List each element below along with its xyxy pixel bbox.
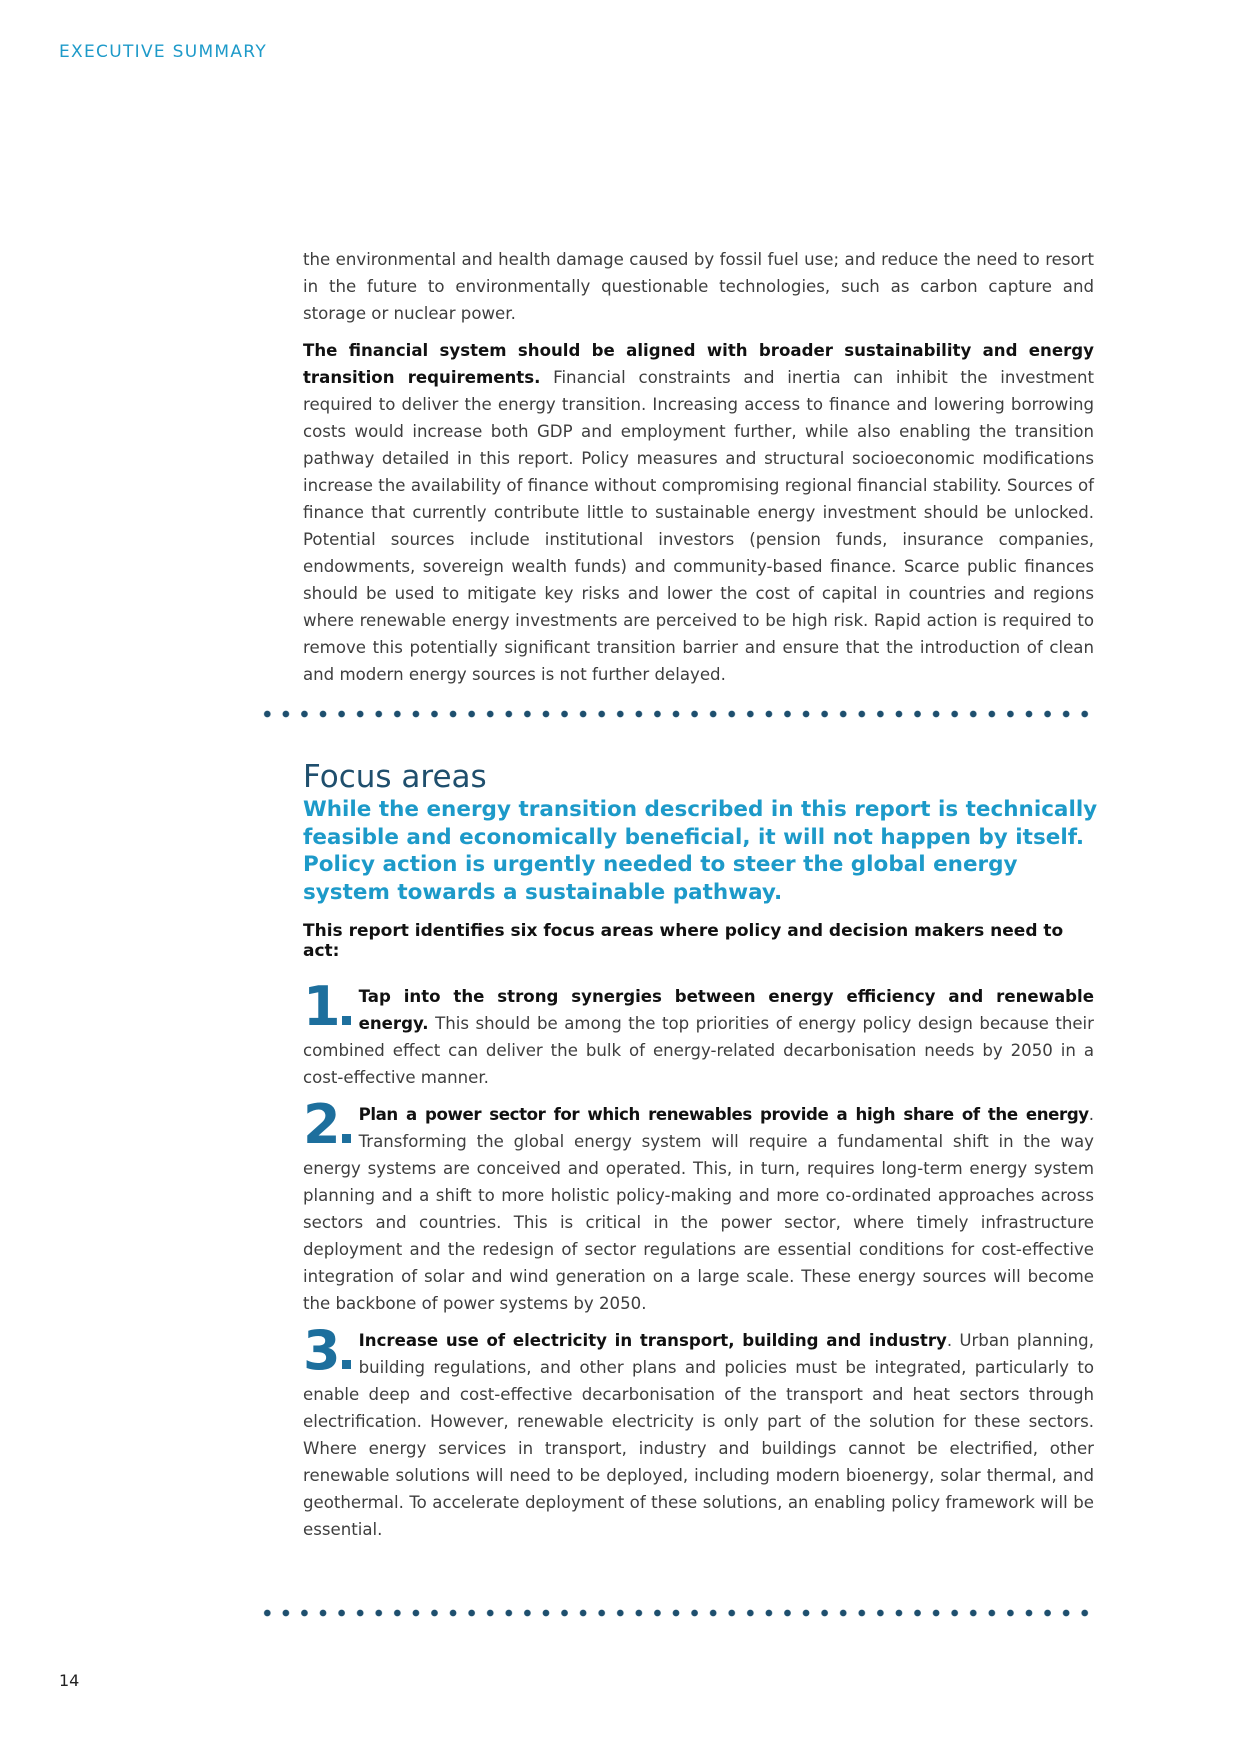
- item-lead: Increase use of electricity in transport, building and industry: [358, 1331, 947, 1350]
- item-number-3: 3: [303, 1329, 351, 1373]
- focus-areas-intro: This report identifies six focus areas where policy and decision makers need to act:: [303, 921, 1064, 961]
- focus-area-item-3: [303, 1319, 1094, 1543]
- page-number: 14: [59, 1671, 80, 1690]
- focus-areas-title: Focus areas: [303, 759, 487, 795]
- focus-area-item-2: [303, 1093, 1094, 1317]
- item-lead: Tap into the strong synergies between energy efficiency and renewable energy.: [358, 987, 1094, 1033]
- number-square-icon: [342, 1360, 351, 1369]
- item-text: . Urban planning, building regulations, and other plans and policies must be integrated, particularly to enable deep and cost-effective decarbonisation of the transport and heat sectors through electrification. However, renewable electricity is only part of the solution for these sectors. Where energy services in transport, industry and buildings cannot be electrified, other renewable solutions will need to be deployed, including modern bioenergy, solar thermal, and geothermal. To accelerate deployment of these solutions, an enabling policy framework will be essential.: [303, 1331, 1094, 1539]
- dotted-divider-bottom: [258, 1609, 1094, 1617]
- focus-area-item-1: [303, 975, 1094, 1091]
- focus-area-list: [303, 975, 1094, 1553]
- paragraph-lead: The financial system should be aligned with broader sustainability and energy transition requirements.: [303, 341, 1094, 387]
- section-header: EXECUTIVE SUMMARY: [59, 42, 268, 62]
- item-number-1: 1: [303, 985, 351, 1029]
- item-text: . Transforming the global energy system will require a fundamental shift in the way energy systems are conceived and operated. This, in turn, requires long-term energy system planning and a shift to more holistic policy-making and more co-ordinated approaches across sectors and countries. This is critical in the power sector, where timely infrastructure deployment and the redesign of sector regulations are essential conditions for cost-effective integration of solar and wind generation on a large scale. These energy sources will become the backbone of power systems by 2050.: [303, 1105, 1094, 1313]
- number-square-icon: [342, 1016, 351, 1025]
- paragraph-financial-system: [303, 337, 1094, 688]
- item-number-2: 2: [303, 1103, 351, 1147]
- body-text: [303, 246, 1094, 688]
- number-square-icon: [342, 1134, 351, 1143]
- paragraph-text: Financial constraints and inertia can inhibit the investment required to deliver the energy transition. Increasing access to finance and lowering borrowing costs would increase both GDP and employment further, while also enabling the transition pathway detailed in this report. Policy measures and structural socioeconomic modifications increase the availability of finance without compromising regional financial stability. Sources of finance that currently contribute little to sustainable energy investment should be unlocked. Potential sources include institutional investors (pension funds, insurance companies, endowments, sovereign wealth funds) and community-based finance. Scarce public finances should be used to mitigate key risks and lower the cost of capital in countries and regions where renewable energy investments are perceived to be high risk. Rapid action is required to remove this potentially significant transition barrier and ensure that the introduction of clean and modern energy sources is not further delayed.: [303, 368, 1095, 684]
- focus-areas-section: [303, 758, 1103, 906]
- dotted-divider-top: [258, 710, 1094, 718]
- focus-areas-subtitle: While the energy transition described in this report is technically feasible and economically beneficial, it will not happen by itself. Policy action is urgently needed to steer the global energy system towards a sustainable pathway.: [303, 797, 1098, 905]
- item-text: This should be among the top priorities of energy policy design because their combined effect can deliver the bulk of energy-related decarbonisation needs by 2050 in a cost-effective manner.: [303, 1014, 1094, 1087]
- paragraph-continued: the environmental and health damage caused by fossil fuel use; and reduce the need to resort in the future to environmentally questionable technologies, such as carbon capture and storage or nuclear power.: [303, 250, 1094, 323]
- item-lead: Plan a power sector for which renewables provide a high share of the energy: [358, 1105, 1089, 1124]
